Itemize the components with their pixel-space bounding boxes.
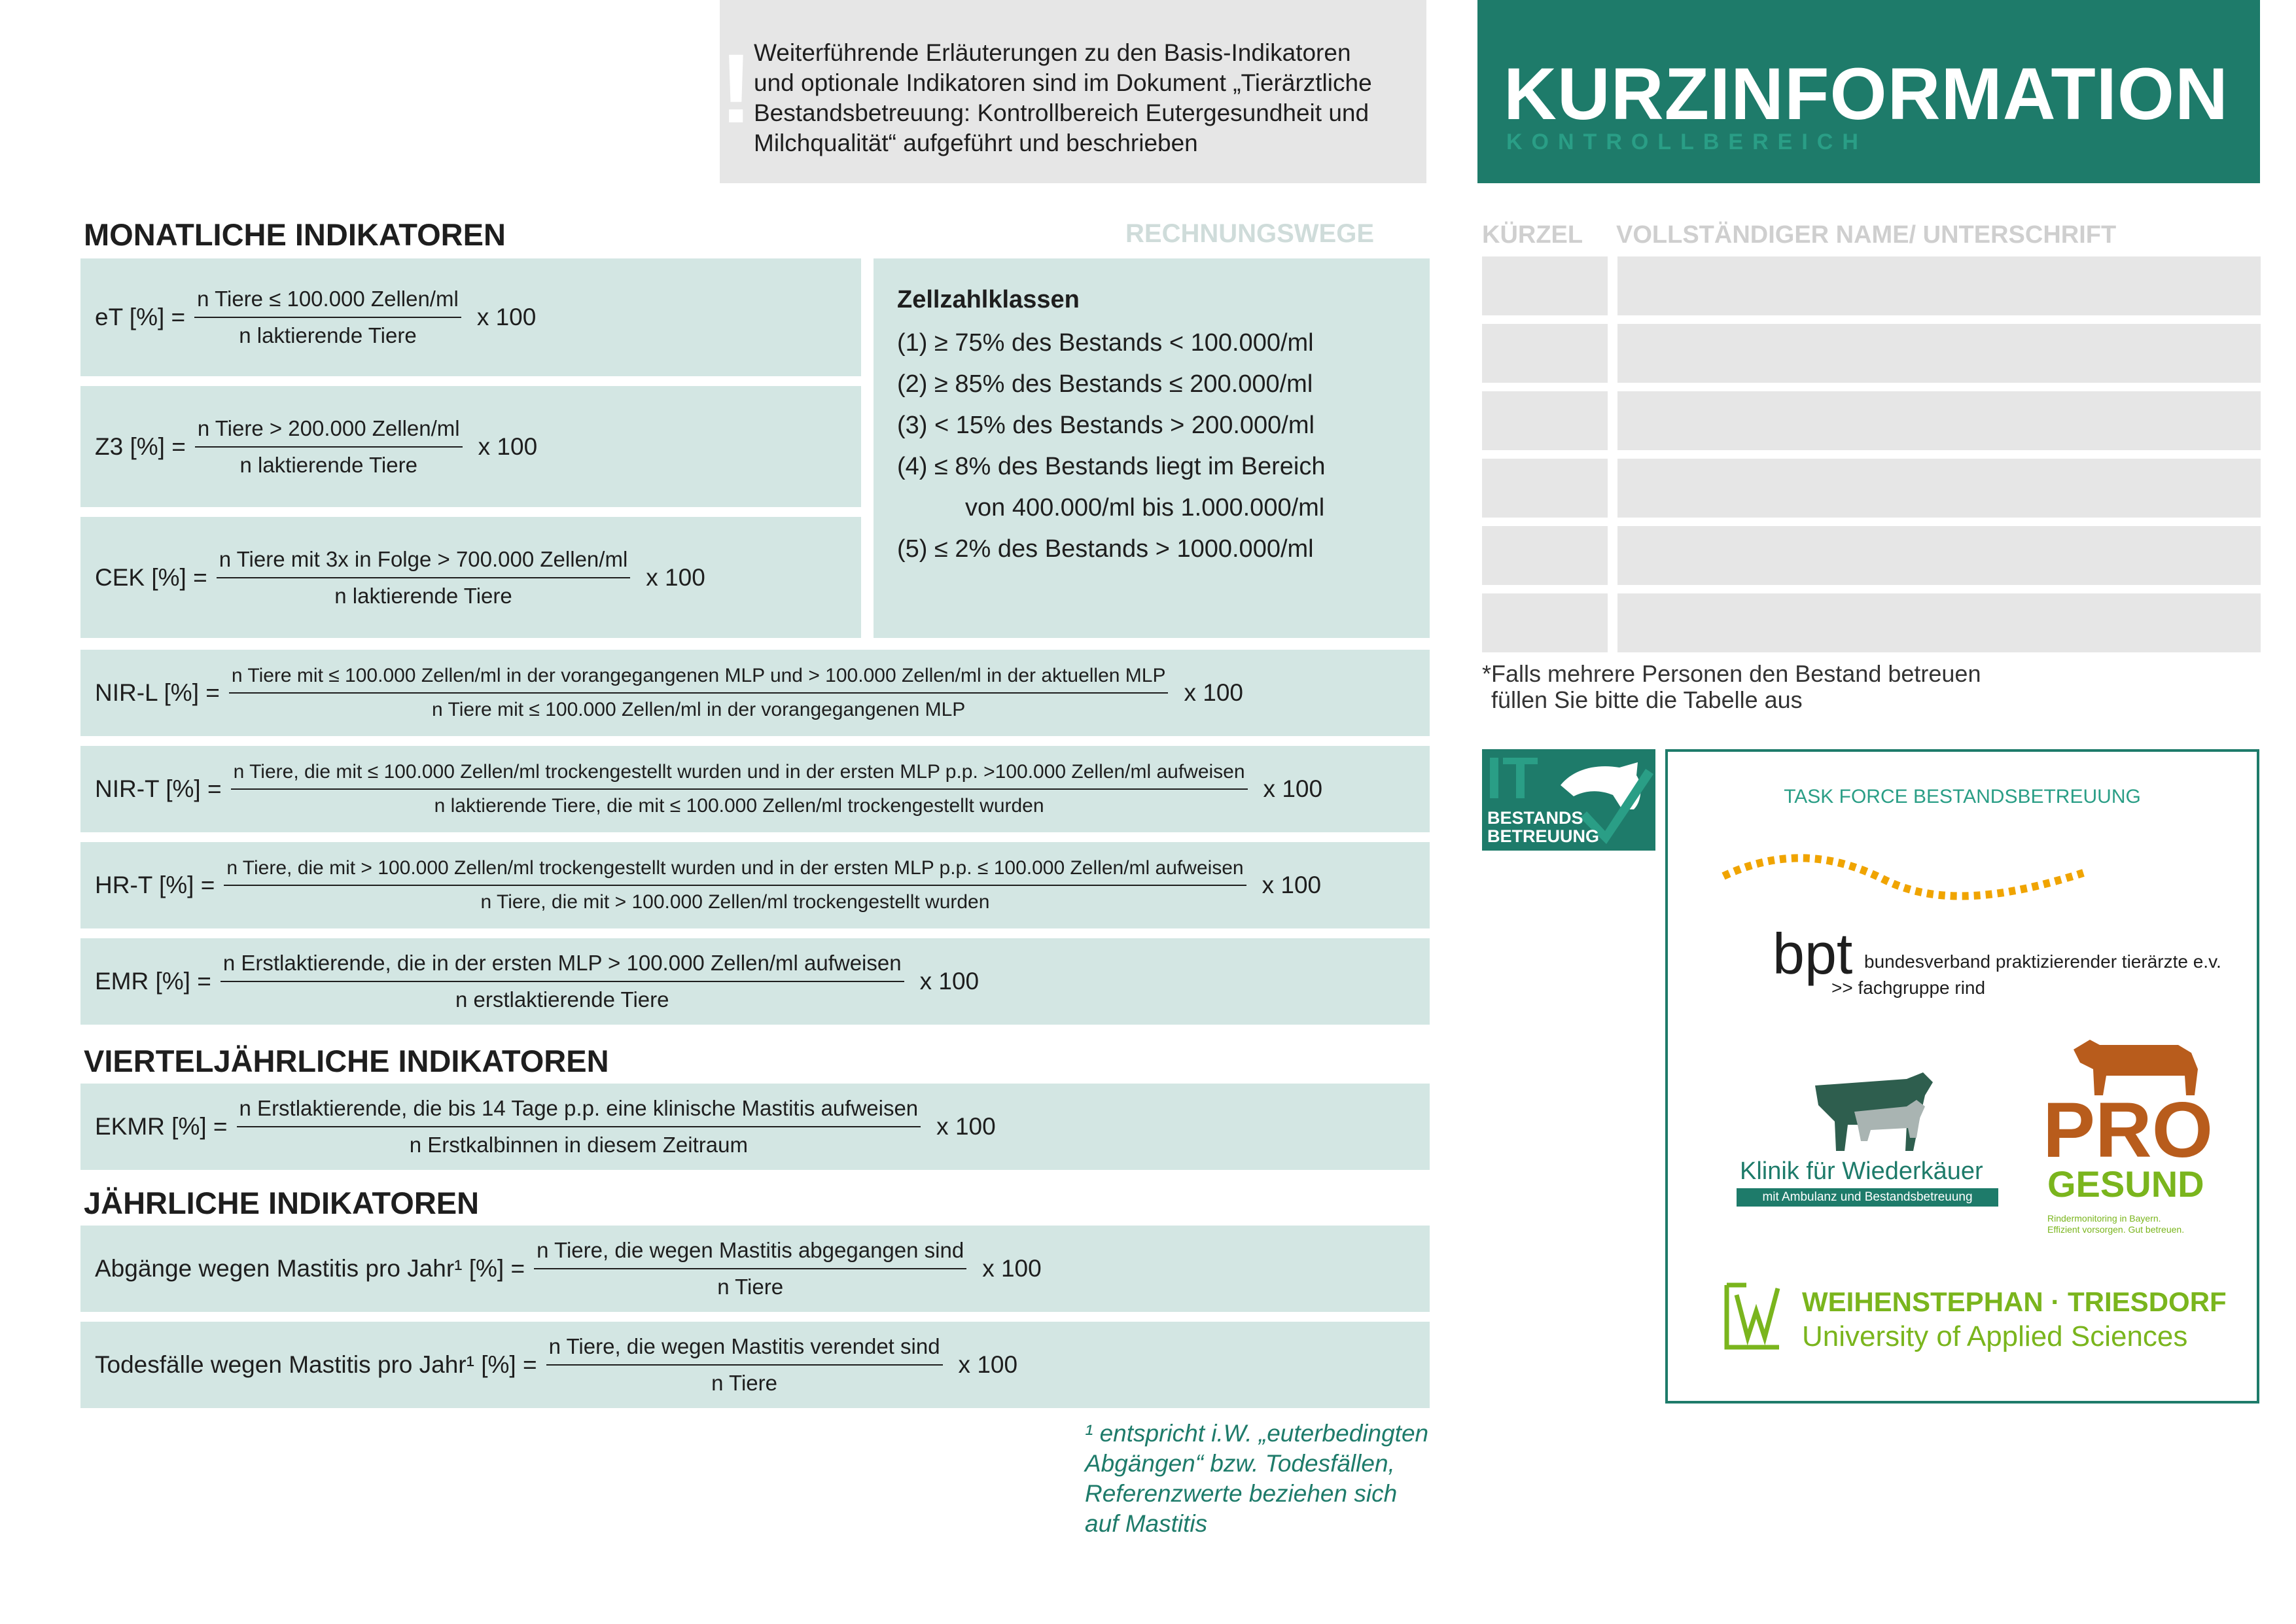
header-banner [1477, 0, 2260, 183]
abbr-field[interactable] [1482, 593, 1608, 652]
bpt-subline: >> fachgruppe rind [1831, 978, 1986, 998]
it-logo-line: BETREUUNG [1487, 826, 1600, 846]
formula-label: Z3 [%] = [95, 432, 186, 460]
section-title-monthly: MONATLICHE INDIKATOREN [84, 217, 506, 252]
hswt-logo-icon [1720, 1282, 1786, 1354]
numerator: n Tiere ≤ 100.000 Zellen/ml [194, 287, 461, 318]
denominator: n laktierende Tiere [239, 452, 417, 477]
hswt-name: WEIHENSTEPHAN · TRIESDORF [1802, 1286, 2227, 1317]
denominator: n Tiere, die mit > 100.000 Zellen/ml trockengestellt wurden [480, 891, 990, 913]
tagline-line: Rindermonitoring in Bayern. [2047, 1213, 2161, 1224]
cell-count-line: (2) ≥ 85% des Bestands ≤ 200.000/ml [897, 370, 1313, 398]
fraction [224, 857, 1246, 913]
formula-label: CEK [%] = [95, 563, 207, 591]
footnote [1085, 1419, 1438, 1539]
partner-logos [1665, 749, 2259, 1403]
it-bestandsbetreuung-logo [1482, 746, 1655, 851]
formula-z3 [80, 386, 861, 507]
multiplier: x 100 [646, 563, 705, 591]
denominator: n Tiere [711, 1371, 777, 1395]
wave-logo-icon [1720, 850, 2087, 902]
formula-cek [80, 517, 861, 638]
multiplier: x 100 [919, 968, 980, 995]
fraction [546, 1334, 943, 1396]
progesund-logo-gesund: GESUND [2047, 1163, 2204, 1205]
name-signature-field[interactable] [1617, 256, 2261, 315]
denominator: n Tiere [717, 1275, 784, 1299]
abbr-field[interactable] [1482, 324, 1608, 383]
page-subtitle: KONTROLLBEREICH [1506, 130, 1867, 154]
denominator: n Tiere mit ≤ 100.000 Zellen/ml in der vorangegangenen MLP [432, 699, 966, 720]
fraction [229, 665, 1169, 721]
abbr-field[interactable] [1482, 256, 1608, 315]
footnote-line: auf Mastitis [1085, 1510, 1208, 1537]
task-force-title: TASK FORCE BESTANDSBETREUUNG [1784, 786, 2141, 807]
section-title-calc: RECHNUNGSWEGE [1125, 219, 1375, 248]
bpt-name: bundesverband praktizierender tierärzte e.v. [1864, 951, 2221, 972]
info-line: Weiterführende Erläuterungen zu den Basis-Indikatoren [754, 39, 1351, 66]
multiplier: x 100 [1263, 775, 1323, 802]
formula-nir-l [80, 650, 1430, 736]
bpt-logo: bpt [1773, 921, 1853, 986]
formula-label: NIR-T [%] = [95, 775, 222, 802]
formula-label: EMR [%] = [95, 968, 211, 995]
info-box [720, 0, 1426, 183]
info-line: Bestandsbetreuung: Kontrollbereich Eutergesundheit und [754, 99, 1369, 126]
fraction [231, 761, 1248, 817]
name-signature-field[interactable] [1617, 391, 2261, 450]
section-title-quarterly: VIERTELJÄHRLICHE INDIKATOREN [84, 1044, 609, 1078]
fraction [221, 951, 904, 1012]
fraction [195, 416, 463, 478]
formula-label: Todesfälle wegen Mastitis pro Jahr¹ [%] = [95, 1351, 537, 1378]
numerator: n Tiere mit ≤ 100.000 Zellen/ml in der vorangegangenen MLP und > 100.000 Zellen/ml in der aktuellen MLP [229, 665, 1169, 694]
numerator: n Tiere, die mit ≤ 100.000 Zellen/ml trockengestellt wurden und in der ersten MLP p.p. >100.000 Zellen/ml aufweisen [231, 761, 1248, 790]
numerator: n Tiere, die wegen Mastitis abgegangen sind [534, 1238, 966, 1269]
table-header-abbr: KÜRZEL [1482, 221, 1583, 249]
cell-count-line: (3) < 15% des Bestands > 200.000/ml [897, 412, 1315, 439]
section-title-yearly: JÄHRLICHE INDIKATOREN [84, 1186, 480, 1220]
denominator: n laktierende Tiere [334, 583, 512, 608]
numerator: n Erstlaktierende, die in der ersten MLP > 100.000 Zellen/ml aufweisen [221, 951, 904, 982]
abbr-field[interactable] [1482, 526, 1608, 585]
multiplier: x 100 [1262, 872, 1322, 898]
multiplier: x 100 [1184, 679, 1243, 706]
formula-ekmr [80, 1084, 1430, 1170]
exclamation-icon: ! [720, 33, 752, 143]
formula-label: Abgänge wegen Mastitis pro Jahr¹ [%] = [95, 1255, 525, 1282]
it-logo-line: BESTANDS [1487, 808, 1583, 828]
numerator: n Tiere, die wegen Mastitis verendet sind [546, 1334, 943, 1366]
it-logo-letters: IT [1486, 746, 1538, 811]
fraction [534, 1238, 966, 1299]
numerator: n Tiere, die mit > 100.000 Zellen/ml trockengestellt wurden und in der ersten MLP p.p. ≤ 100.000 Zellen/ml aufweisen [224, 857, 1246, 886]
formula-nir-t [80, 746, 1430, 832]
cell-count-line: (1) ≥ 75% des Bestands < 100.000/ml [897, 329, 1314, 357]
abbr-field[interactable] [1482, 391, 1608, 450]
note-line: füllen Sie bitte die Tabelle aus [1491, 686, 1803, 713]
klinik-subline: mit Ambulanz und Bestandsbetreuung [1737, 1188, 1998, 1207]
formula-label: NIR-L [%] = [95, 679, 220, 706]
footnote-line: ¹ entspricht i.W. „euterbedingten [1085, 1420, 1429, 1447]
cell-count-title: Zellzahlklassen [897, 286, 1080, 313]
cell-count-line: von 400.000/ml bis 1.000.000/ml [965, 494, 1325, 521]
multiplier: x 100 [982, 1255, 1042, 1282]
hswt-subline: University of Applied Sciences [1802, 1320, 2188, 1352]
numerator: n Tiere > 200.000 Zellen/ml [195, 416, 463, 448]
page-title: KURZINFORMATION [1504, 53, 2229, 135]
table-note [1482, 661, 1981, 713]
formula-todesfaelle [80, 1322, 1430, 1408]
name-signature-field[interactable] [1617, 526, 2261, 585]
formula-label: HR-T [%] = [95, 872, 215, 898]
progesund-logo-pro: PRO [2043, 1086, 2214, 1174]
cell-count-classes [874, 258, 1430, 638]
table-header-name: VOLLSTÄNDIGER NAME/ UNTERSCHRIFT [1616, 221, 2117, 249]
denominator: n laktierende Tiere, die mit ≤ 100.000 Zellen/ml trockengestellt wurden [434, 795, 1044, 817]
fraction [217, 547, 631, 609]
name-signature-field[interactable] [1617, 324, 2261, 383]
cow-sheep-icon [1809, 1059, 1939, 1157]
tagline-line: Effizient vorsorgen. Gut betreuen. [2047, 1224, 2185, 1235]
multiplier: x 100 [958, 1351, 1018, 1378]
cell-count-line: (5) ≤ 2% des Bestands > 1000.000/ml [897, 535, 1314, 563]
multiplier: x 100 [478, 432, 538, 460]
info-line: Milchqualität“ aufgeführt und beschrieben [754, 130, 1198, 156]
footnote-line: Abgängen“ bzw. Todesfällen, [1085, 1450, 1395, 1477]
denominator: n erstlaktierende Tiere [455, 987, 669, 1012]
abbr-field[interactable] [1482, 459, 1608, 518]
info-text [754, 38, 1408, 158]
progesund-tagline [2047, 1213, 2217, 1235]
formula-label: EKMR [%] = [95, 1113, 228, 1140]
multiplier: x 100 [936, 1113, 996, 1140]
denominator: n Erstkalbinnen in diesem Zeitraum [409, 1133, 748, 1157]
formula-emr [80, 938, 1430, 1025]
info-line: und optionale Indikatoren sind im Dokument „Tierärztliche [754, 69, 1372, 96]
name-signature-field[interactable] [1617, 459, 2261, 518]
fraction [237, 1096, 921, 1157]
multiplier: x 100 [476, 304, 537, 330]
numerator: n Erstlaktierende, die bis 14 Tage p.p. eine klinische Mastitis aufweisen [237, 1096, 921, 1127]
denominator: n laktierende Tiere [239, 323, 417, 347]
formula-et [80, 258, 861, 376]
formula-abgaenge [80, 1226, 1430, 1312]
name-signature-field[interactable] [1617, 593, 2261, 652]
formula-hr-t [80, 842, 1430, 928]
note-line: *Falls mehrere Personen den Bestand betreuen [1482, 660, 1981, 687]
cell-count-line: (4) ≤ 8% des Bestands liegt im Bereich [897, 453, 1326, 480]
klinik-name: Klinik für Wiederkäuer [1740, 1157, 1983, 1185]
numerator: n Tiere mit 3x in Folge > 700.000 Zellen/ml [217, 547, 631, 578]
fraction [194, 287, 461, 348]
footnote-line: Referenzwerte beziehen sich [1085, 1480, 1398, 1507]
formula-label: eT [%] = [95, 304, 186, 330]
